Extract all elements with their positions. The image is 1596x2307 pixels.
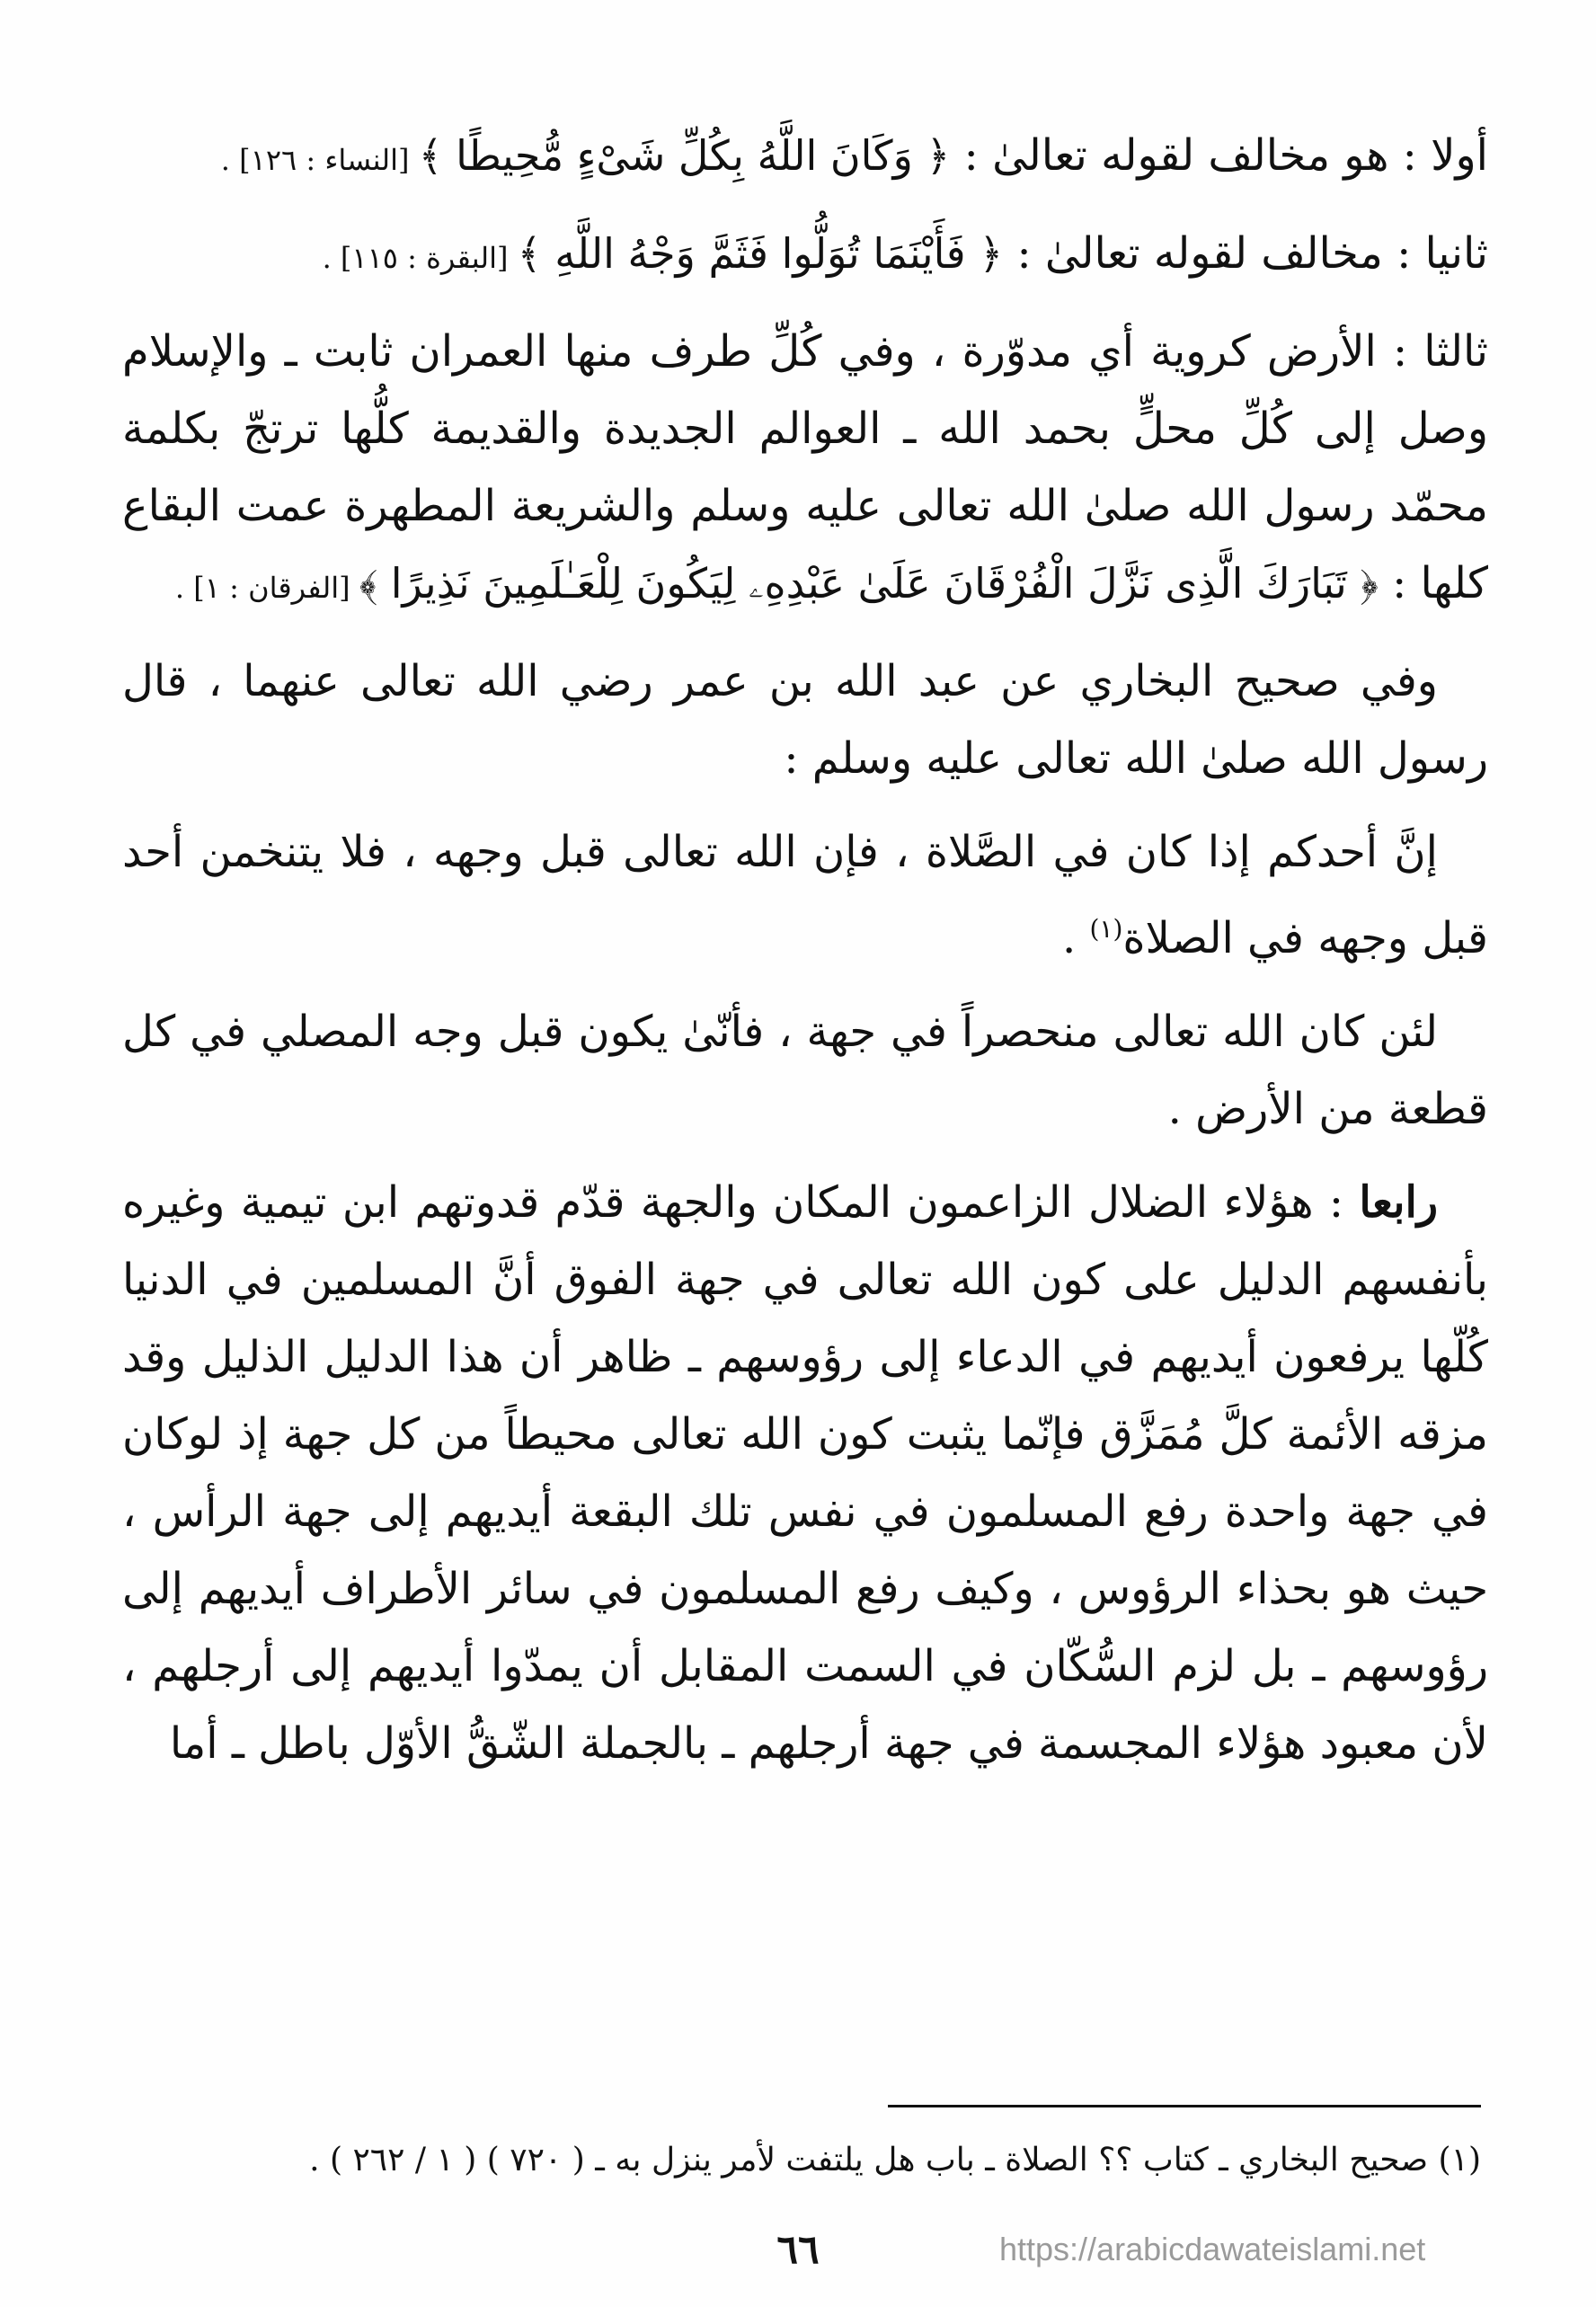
second-point-lead: ثانيا : مخالف لقوله تعالىٰ :: [1003, 228, 1488, 279]
paragraph-hadith: [122, 813, 1488, 977]
quran-verse-furqan: ﴿ تَبَارَكَ الَّذِى نَزَّلَ الْفُرْقَانَ عَلَىٰ عَبْدِهِۦ لِيَكُونَ لِلْعَـٰلَمِينَ نَذِيرًا ﴾: [359, 559, 1379, 608]
quran-verse-nisa: ﴿ وَكَانَ اللَّهُ بِكُلِّ شَىْءٍ مُّحِيطًا ﴾: [418, 131, 951, 180]
hadith-end: .: [1061, 913, 1090, 963]
verse-reference-baqara: [البقرة : ١١٥] .: [322, 241, 518, 275]
paragraph-third: [122, 313, 1488, 626]
hadith-text: إنَّ أحدكم إذا كان في الصَّلاة ، فإن الله تعالى قبل وجهه ، فلا يتنخمن أحد قبل وجهه في الصلاة: [122, 827, 1488, 963]
quran-verse-baqara: ﴿ فَأَيْنَمَا تُوَلُّوا فَثَمَّ وَجْهُ اللَّهِ ﴾: [517, 229, 1004, 278]
first-point-lead: أولا : هو مخالف لقوله تعالىٰ :: [950, 130, 1488, 181]
footnote: (١) صحيح البخاري ـ كتاب ؟؟ الصلاة ـ باب هل يلتفت لأمر ينزل به ـ ( ٧٢٠ ) ( ١ / ٢٦٢ ) .: [309, 2142, 1481, 2178]
footnote-divider: [888, 2105, 1481, 2107]
third-point-text: ثالثا : الأرض كروية أي مدوّرة ، وفي كُلِّ طرف منها العمران ثابت ـ والإسلام وصل إلى كُلِّ محلٍّ بحمد الله ـ العوالم الجديدة والقديمة كلُّها ترتجّ بكلمة محمّد رسول الله صلىٰ الله تعالى عليه وسلم والشريعة المطهرة عمت البقاع كلها :: [122, 326, 1489, 608]
paragraph-first: [122, 117, 1488, 199]
paragraph-fourth: [122, 1164, 1488, 1782]
watermark-url: https://arabicdawateislami.net: [999, 2231, 1426, 2267]
paragraph-second: [122, 215, 1488, 297]
fourth-point-lead: رابعا: [1359, 1177, 1438, 1228]
paragraph-bukhari-intro: وفي صحيح البخاري عن عبد الله بن عمر رضي الله تعالى عنهما ، قال رسول الله صلىٰ الله تعالى عليه وسلم :: [122, 656, 1488, 784]
verse-reference-nisa: [النساء : ١٢٦] .: [220, 143, 419, 177]
verse-reference-furqan: [الفرقان : ١] .: [174, 571, 359, 605]
fourth-point-text: : هؤلاء الضلال الزاعمون المكان والجهة قدّم قدوتهم ابن تيمية وغيره بأنفسهم الدليل على كون الله تعالى في جهة الفوق أنَّ المسلمين في الدنيا كُلّها يرفعون أيديهم في الدعاء إلى رؤوسهم ـ ظاهر أن هذا الدليل الذليل وقد مزقه الأئمة كلَّ مُمَزَّق فإنّما يثبت كون الله تعالى محيطاً من كل جهة إذ لوكان في جهة واحدة رفع المسلمون في نفس تلك البقعة أيديهم إلى جهة الرأس ، حيث هو بحذاء الرؤوس ، وكيف رفع المسلمون في سائر الأطراف أيديهم إلى رؤوسهم ـ بل لزم السُّكّان في السمت المقابل أن يمدّوا أيديهم إلى أرجلهم ، لأن معبود هؤلاء المجسمة في جهة أرجلهم ـ بالجملة الشّقُّ الأوّل باطل ـ أما: [122, 1177, 1488, 1769]
page-number: ٦٦: [776, 2227, 820, 2273]
paragraph-conclusion: لئن كان الله تعالى منحصراً في جهة ، فأنّىٰ يكون قبل وجه المصلي في كل قطعة من الأرض .: [122, 1007, 1488, 1134]
footnote-marker: (١): [1089, 914, 1123, 944]
main-text: [122, 117, 1488, 1798]
